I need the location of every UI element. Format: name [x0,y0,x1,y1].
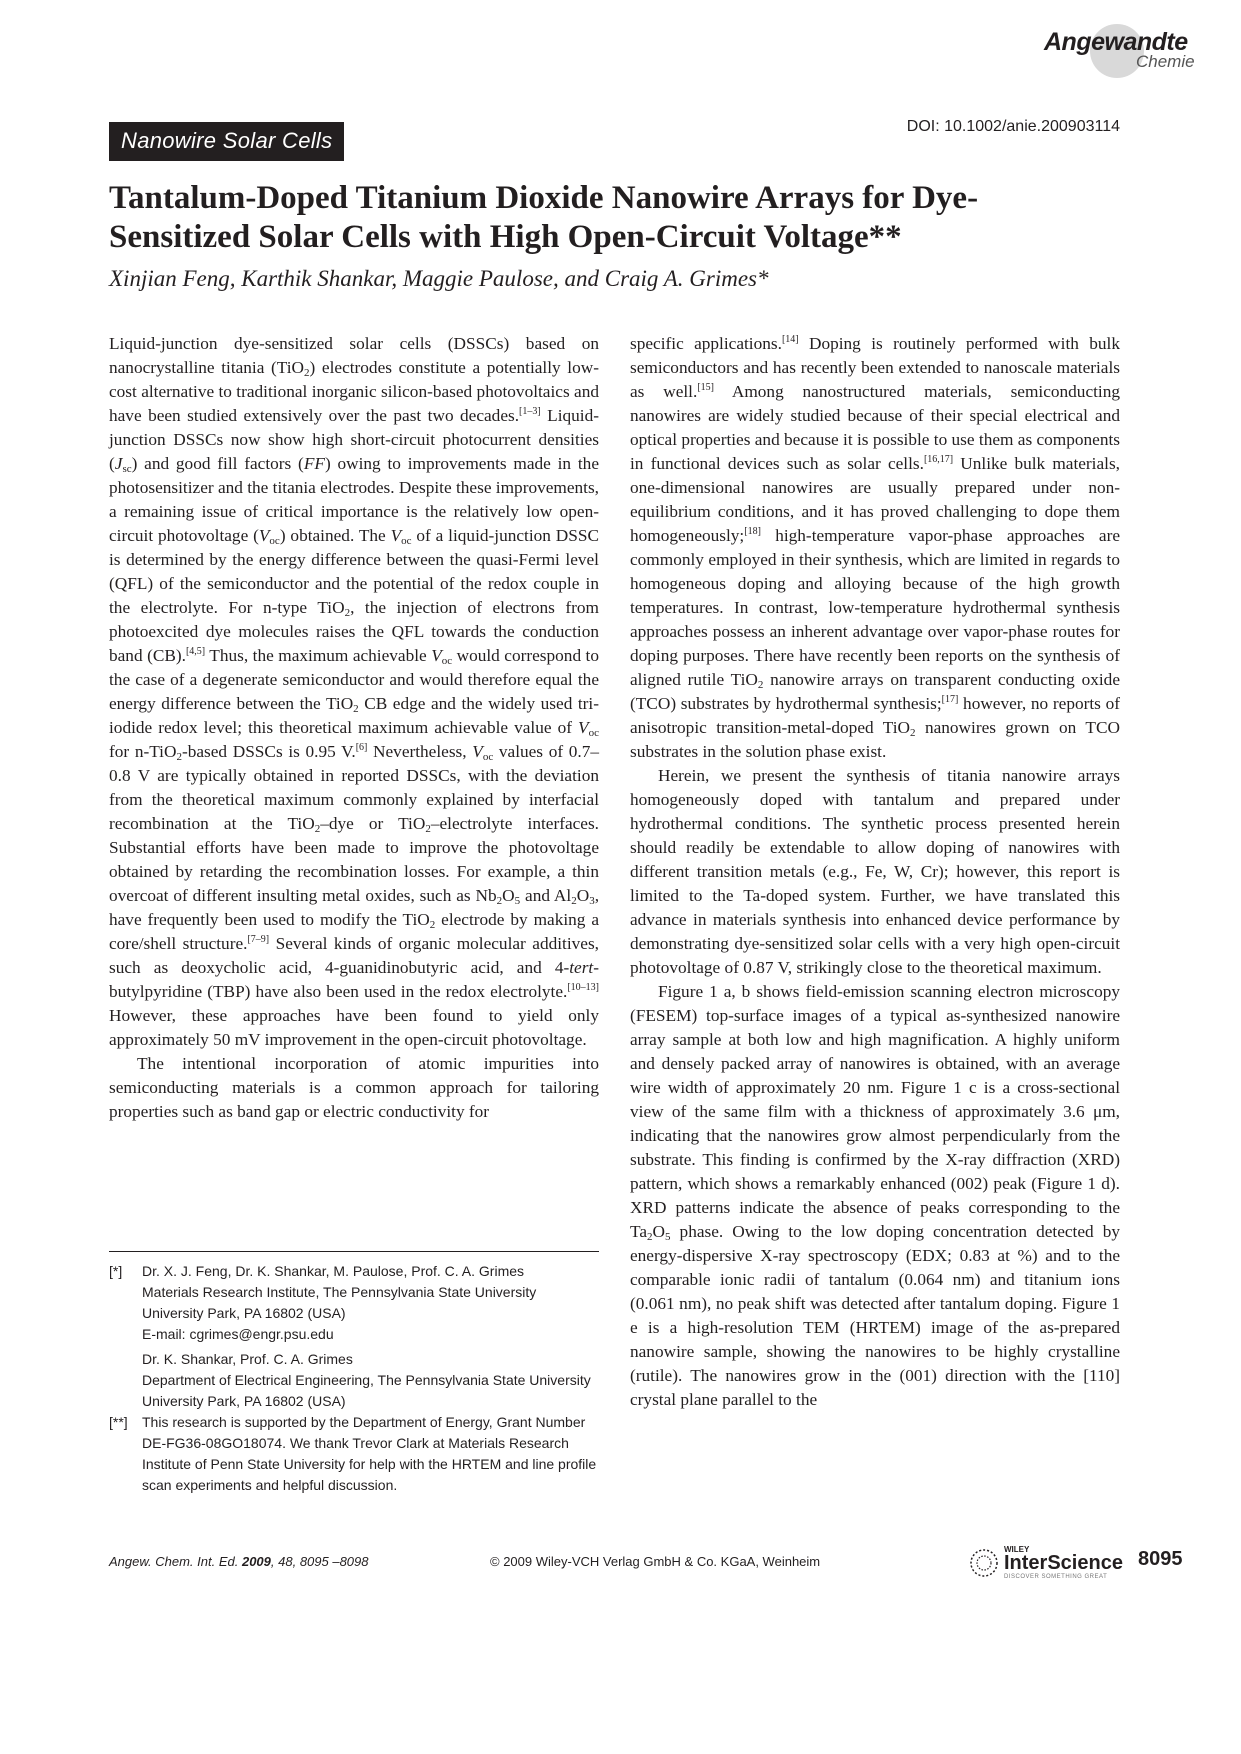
wiley-tagline: DISCOVER SOMETHING GREAT [1004,1574,1108,1580]
footnote-line: University Park, PA 16802 (USA) [142,1393,346,1409]
citation[interactable]: [4,5] [185,646,206,657]
footnotes [109,1261,604,1496]
doi[interactable]: DOI: 10.1002/anie.200903114 [906,118,1120,135]
page-number: 8095 [1138,1548,1183,1570]
citation[interactable]: [16,17] [923,454,954,465]
citation[interactable]: [15] [697,382,714,393]
citation[interactable]: [18] [744,526,761,537]
footnote-mark: [*] [109,1263,123,1279]
interscience-label: InterScience [1004,1552,1123,1574]
paragraph: The intentional incorporation of atomic impurities into semiconducting materials is a common approach for tailoring properties such as band gap or electric conductivity for [109,1054,599,1121]
footnote-text: This research is supported by the Department of Energy, Grant Number DE-FG36-08GO18074. We thank Trevor Clark at Materials Research Institute of Penn State University for help with the HRTEM and line profile scan experiments and helpful discussion. [142,1414,597,1493]
footnote-affiliations [109,1261,604,1412]
page-footer [0,1545,1241,1585]
footnote-line: University Park, PA 16802 (USA) [142,1305,346,1321]
citation[interactable]: [14] [781,334,799,345]
footnote-line: Materials Research Institute, The Pennsylvania State University [142,1284,537,1300]
logo-sub-text: Chemie [1136,52,1195,71]
copyright: © 2009 Wiley-VCH Verlag GmbH & Co. KGaA, Weinheim [490,1554,821,1569]
paragraph: specific applications.[14] Doping is routinely performed with bulk semiconductors and has recently been extended to nanoscale materials as well.[15] Among nanostructured materials, semiconducting nanowires are widely studied because of their special electrical and optical properties and because it is possible to use them as components in functional devices such as solar cells.[16,17] Unlike bulk materials, one-dimensional nanowires are usually prepared under non-equilibrium conditions, and it has proved challenging to dope them homogeneously;[18] high-temperature vapor-phase approaches are commonly employed in their synthesis, which are limited in regards to homogeneous doping and alloying because of the high growth temperatures. In contrast, low-temperature hydrothermal synthesis approaches possess an inherent advantage over vapor-phase routes for doping purposes. There have recently been reports on the synthesis of aligned rutile TiO$_2$ nanowire arrays on transparent conducting oxide (TCO) substrates by hydrothermal synthesis;[17] however, no reports of anisotropic transition-metal-doped TiO$_2$ nanowires grown on TCO substrates in the solution phase exist. [630,334,1121,761]
footnote-mark: [**] [109,1414,128,1430]
footnote-email[interactable]: E-mail: cgrimes@engr.psu.edu [142,1326,334,1342]
footnote-line: Dr. X. J. Feng, Dr. K. Shankar, M. Paulose, Prof. C. A. Grimes [142,1263,525,1279]
body-column-left [109,332,599,1124]
footnote-line: Dr. K. Shankar, Prof. C. A. Grimes [142,1351,353,1367]
wiley-label: WILEY [1004,1545,1030,1554]
interscience-logo [968,1545,1133,1581]
paragraph: Herein, we present the synthesis of titania nanowire arrays homogeneously doped with tantalum and prepared under hydrothermal conditions. The synthetic process presented herein should readily be extendable to allow doping of nanowires with different transition metals (e.g., Fe, W, Cr); however, this report is limited to the Ta-doped system. Further, we have translated this advance in materials synthesis into enhanced device performance by demonstrating dye-sensitized solar cells with a very high open-circuit photovoltage of 0.87 V, strikingly close to the theoretical maximum. [630,766,1120,977]
citation[interactable]: [17] [941,694,959,705]
globe-icon [968,1547,1000,1579]
paragraph: Figure 1 a, b shows field-emission scanning electron microscopy (FESEM) top-surface images of a typical as-synthesized nanowire array sample at both low and high magnification. A highly uniform and densely packed array of nanowires is obtained, with an average wire width of approximately 20 nm. Figure 1 c is a cross-sectional view of the same film with a thickness of approximately 3.6 μm, indicating that the nanowires grow almost perpendicularly from the substrate. This finding is confirmed by the X-ray diffraction (XRD) pattern, which shows a remarkably enhanced (002) peak (Figure 1 d). XRD patterns indicate the absence of peaks corresponding to the $Ta_2O_5$ phase. Owing to the low doping concentration detected by energy-dispersive X-ray spectroscopy (EDX; 0.83 at %) and to the comparable ionic radii of tantalum (0.064 nm) and titanium ions (0.061 nm), no peak shift was detected after tantalum doping. Figure 1 e is a high-resolution TEM (HRTEM) image of the as-prepared nanowire sample, showing the nanowires to be highly crystalline (rutile). The nanowires grow in the (001) direction with the [110] crystal plane parallel to the [630,982,1120,1409]
journal-logo [1030,24,1220,84]
citation[interactable]: [7–9] [247,934,270,945]
article-title: Tantalum-Doped Titanium Dioxide Nanowire Arrays for Dye-Sensitized Solar Cells with High Open-Circuit Voltage** [109,180,979,255]
footnote-divider [109,1251,599,1252]
footnote-acknowledgement [109,1412,604,1496]
footnote-line: Department of Electrical Engineering, The Pennsylvania State University [142,1372,591,1388]
logo-main-text: Angewandte [1044,28,1188,56]
paragraph: Liquid-junction dye-sensitized solar cells (DSSCs) based on nanocrystalline titania (TiO$_2$) electrodes constitute a potentially low-cost alternative to traditional inorganic silicon-based photovoltaics and have been studied extensively over the past two decades.[1–3] Liquid-junction DSSCs now show high short-circuit photocurrent densities $(J_{sc})$ and good fill factors (FF) owing to improvements made in the photosensitizer and the titania electrodes. Despite these improvements, a remaining issue of critical importance is the relatively low open-circuit photovoltage $(V_{oc})$ obtained. The $V_{oc}$ of a liquid-junction DSSC is determined by the energy difference between the quasi-Fermi level (QFL) of the semiconductor and the potential of the redox couple in the electrolyte. For n-type TiO$_2$, the injection of electrons from photoexcited dye molecules raises the QFL towards the conduction band (CB).[4,5] Thus, the maximum achievable $V_{oc}$ would correspond to the case of a degenerate semiconductor and would therefore equal the energy difference between the TiO$_2$ CB edge and the widely used tri-iodide redox level; this theoretical maximum achievable value of $V_{oc}$ for n-TiO$_2$-based DSSCs is 0.95 V.[6] Nevertheless, $V_{oc}$ values of 0.7–0.8 V are typically obtained in reported DSSCs, with the deviation from the theoretical maximum commonly explained by interfacial recombination at the TiO$_2$–dye or TiO$_2$–electrolyte interfaces. Substantial efforts have been made to improve the photovoltage obtained by retarding the recombination losses. For example, a thin overcoat of different insulting metal oxides, such as $Nb_2O_5$ and $Al_2O_3$, have frequently been used to modify the TiO$_2$ electrode by making a core/shell structure.[7–9] Several kinds of organic molecular additives, such as deoxycholic acid, 4-guanidinobutyric acid, and 4-tert-butylpyridine (TBP) have also been used in the redox electrolyte.[10–13] However, these approaches have been found to yield only approximately 50 mV improvement in the open-circuit photovoltage. [109,334,600,1049]
journal-citation: Angew. Chem. Int. Ed. 2009, 48, 8095 –8098 [109,1554,369,1569]
article-authors: Xinjian Feng, Karthik Shankar, Maggie Paulose, and Craig A. Grimes* [109,266,769,291]
citation[interactable]: [6] [355,742,368,753]
section-label: Nanowire Solar Cells [109,122,344,161]
body-column-right [630,332,1120,1412]
citation[interactable]: [1–3] [519,406,541,417]
citation[interactable]: [10–13] [567,982,599,993]
